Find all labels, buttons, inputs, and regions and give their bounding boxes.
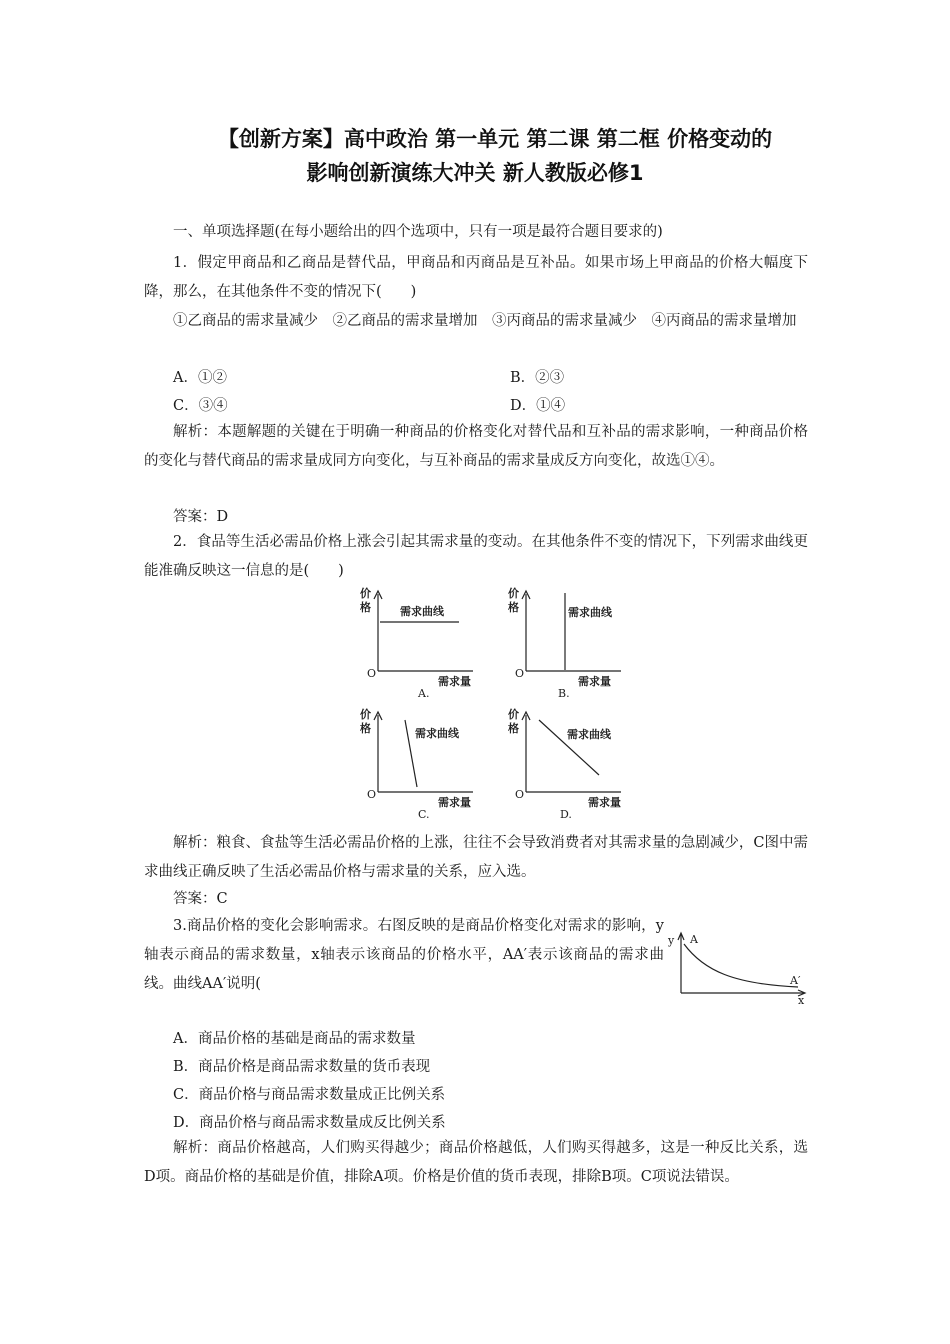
q1-option-b: B．②③: [510, 370, 565, 386]
x-label: 需求量: [578, 675, 611, 688]
q2-analysis: 解析：粮食、食盐等生活必需品价格的上涨，往往不会导致消费者对其需求量的急剧减少，C图中需求曲线正确反映了生活必需品价格与需求量的关系，应入选。: [144, 835, 808, 880]
q3-y-label: y: [668, 934, 675, 947]
y-label-top: 价: [360, 708, 371, 721]
graph-c-label: C.: [418, 808, 430, 821]
origin-label: O: [515, 667, 525, 680]
q1-analysis: 解析：本题解题的关键在于明确一种商品的价格变化对替代品和互补品的需求影响，一种商品价格的变化与替代商品的需求量成同方向变化，与互补商品的需求量成反方向变化，故选①④。: [144, 424, 808, 469]
y-label-top: 价: [508, 708, 519, 721]
graph-c: [360, 707, 480, 823]
graph-d: [508, 707, 628, 823]
origin-label: O: [367, 788, 377, 801]
x-label: 需求量: [438, 796, 471, 809]
q3-stem: 3.商品价格的变化会影响需求。右图反映的是商品价格变化对需求的影响，y轴表示商品的需求数量，x轴表示该商品的价格水平，AA′表示该商品的需求曲线。曲线AA′说明(: [144, 918, 664, 992]
y-label-bottom: 格: [508, 722, 519, 735]
y-label-bottom: 格: [360, 722, 371, 735]
y-label-top: 价: [360, 587, 371, 600]
q3-analysis: 解析：商品价格越高，人们购买得越少；商品价格越低，人们购买得越多，这是一种反比关系，选D项。商品价格的基础是价值，排除A项。价格是价值的货币表现，排除B项。C项说法错误。: [144, 1140, 808, 1185]
q3-graph: [664, 926, 810, 1006]
graph-a-label: A.: [418, 687, 430, 700]
q1-option-c: C．③④: [173, 398, 228, 414]
q3-x-label: x: [798, 994, 805, 1006]
y-label-bottom: 格: [360, 601, 371, 614]
curve-label: 需求曲线: [567, 728, 611, 741]
origin-label: O: [367, 667, 377, 680]
q1-answer: 答案：D: [173, 509, 229, 525]
curve-label: 需求曲线: [415, 727, 459, 740]
q3-option-a: A．商品价格的基础是商品的需求数量: [173, 1031, 416, 1047]
title-line-1: 【创新方案】高中政治 第一单元 第二课 第二框 价格变动的: [217, 127, 773, 151]
curve-label: 需求曲线: [568, 606, 612, 619]
title-line-2: 影响创新演练大冲关 新人教版必修1: [306, 161, 644, 185]
graph-b: [508, 586, 628, 702]
q1-option-a: A．①②: [173, 370, 227, 386]
q3-demand-curve: [684, 944, 798, 987]
x-label: 需求量: [438, 675, 471, 688]
q3-point-a: A: [690, 933, 698, 946]
q1-option-d: D．①④: [510, 398, 566, 414]
x-label: 需求量: [588, 796, 621, 809]
q3-option-d: D．商品价格与商品需求数量成反比例关系: [173, 1115, 446, 1131]
graph-a: [360, 586, 480, 702]
q1-items: ①乙商品的需求量减少 ②乙商品的需求量增加 ③丙商品的需求量减少 ④丙商品的需求量增加: [173, 313, 797, 329]
curve-label: 需求曲线: [400, 605, 444, 618]
q3-option-b: B．商品价格是商品需求数量的货币表现: [173, 1059, 431, 1075]
y-label-top: 价: [508, 587, 519, 600]
origin-label: O: [515, 788, 525, 801]
graph-b-label: B.: [558, 687, 570, 700]
q1-stem: 1．假定甲商品和乙商品是替代品，甲商品和丙商品是互补品。如果市场上甲商品的价格大幅度下降，那么，在其他条件不变的情况下( ): [144, 255, 808, 300]
graph-d-label: D.: [560, 808, 572, 821]
q2-answer: 答案：C: [173, 891, 228, 907]
y-label-bottom: 格: [508, 601, 519, 614]
q3-option-c: C．商品价格与商品需求数量成正比例关系: [173, 1087, 446, 1103]
q2-stem: 2．食品等生活必需品价格上涨会引起其需求量的变动。在其他条件不变的情况下，下列需求曲线更能准确反映这一信息的是( ): [144, 534, 808, 579]
q3-point-a-prime: A′: [790, 974, 801, 987]
section-heading: 一、单项选择题(在每小题给出的四个选项中，只有一项是最符合题目要求的): [173, 224, 663, 240]
